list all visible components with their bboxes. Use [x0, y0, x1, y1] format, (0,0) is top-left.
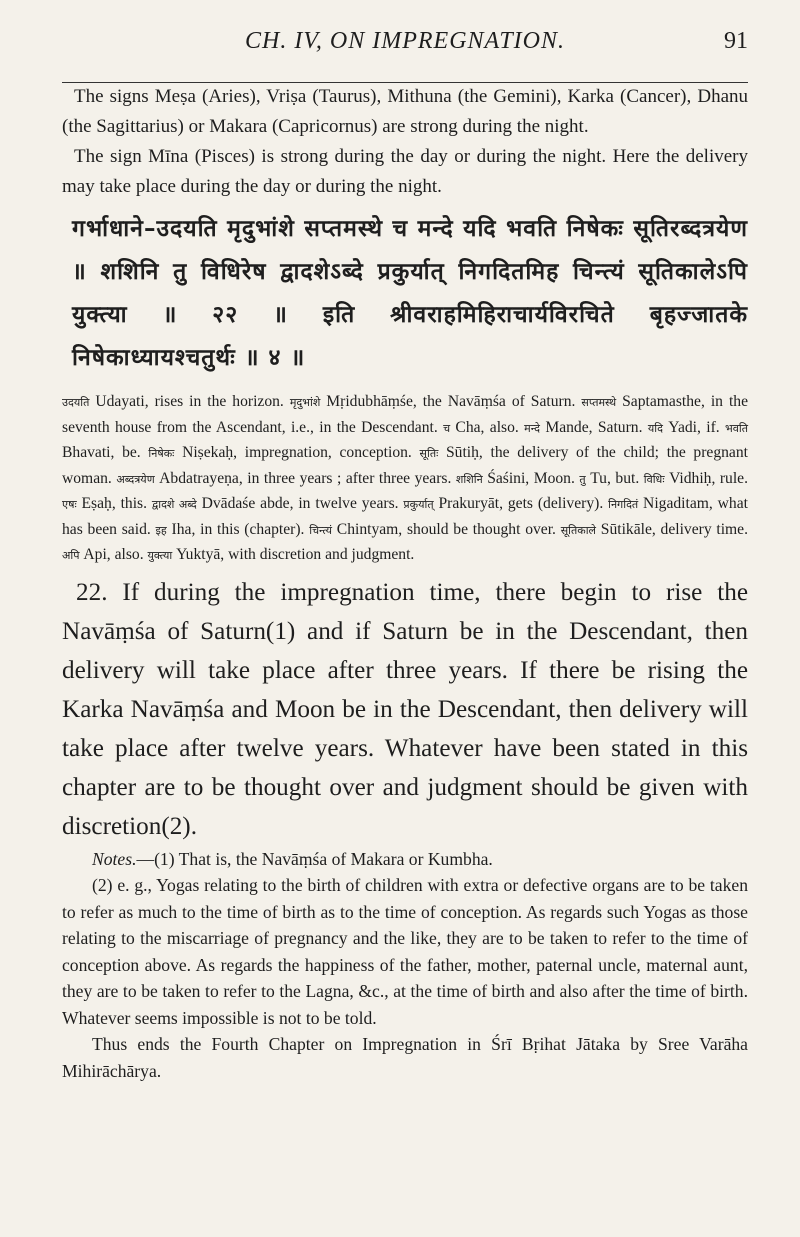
gloss-english: Saptamasthe, in the seventh house from the Ascendant, i.e., in the Descendant.: [62, 393, 748, 436]
note-1-text: —(1) That is, the Navāṃśa of Makara or Kumbha.: [136, 848, 493, 869]
gloss-sanskrit-word: इह: [155, 523, 167, 537]
gloss-english: Bhavati, be.: [62, 444, 149, 461]
gloss-english: Api, also.: [79, 546, 148, 563]
gloss-english: Tu, but.: [585, 469, 644, 487]
gloss-english: Vidhiḥ, rule.: [664, 469, 748, 487]
gloss-sanskrit-word: अपि: [62, 549, 80, 562]
gloss-english: Prakuryāt, gets (delivery).: [433, 495, 609, 512]
page-header: [62, 28, 748, 84]
running-title: CH. IV, ON IMPREGNATION.: [245, 28, 565, 54]
gloss-english: Eṣaḥ, this.: [76, 495, 152, 512]
paragraph-strong-signs-night: The signs Meṣa (Aries), Vriṣa (Taurus), Mithuna (the Gemini), Karka (Cancer), Dhanu (the Sagittarius) or Makara (Capricornus) are strong during the night.: [62, 86, 748, 137]
gloss-sanskrit-word: तु: [579, 472, 586, 486]
gloss-sanskrit-word: च: [443, 421, 451, 435]
gloss-sanskrit-word: मन्दे: [524, 421, 540, 435]
page-body: [62, 82, 748, 1084]
paragraph-pisces: The sign Mīna (Pisces) is strong during the day or during the night. Here the delivery may take place during the day or during the night.: [62, 146, 748, 197]
gloss-english: Mande, Saturn.: [540, 418, 648, 436]
note-1: [62, 846, 748, 873]
gloss-sanskrit-word: अब्दत्रयेण: [116, 472, 155, 486]
gloss-sanskrit-word: उदयति: [62, 396, 90, 409]
gloss-english: Yadi, if.: [662, 418, 726, 436]
gloss-english: Cha, also.: [450, 418, 525, 436]
gloss-sanskrit-word: निगदितं: [608, 498, 639, 511]
gloss-sanskrit-word: विधिः: [643, 472, 665, 486]
gloss-sanskrit-word: शशिनि: [455, 472, 483, 486]
gloss-sanskrit-word: चिन्त्यं: [309, 523, 333, 537]
gloss-sanskrit-word: सूतिः: [419, 447, 439, 460]
gloss-sanskrit-word: निषेकः: [148, 447, 175, 460]
gloss-sanskrit-word: यदि: [647, 421, 663, 435]
verse-translation: 22. If during the impregnation time, there begin to rise the Navāṃśa of Saturn(1) and if Saturn be in the Descendant, then delivery will take place after three years. If there be rising the Karka Navāṃśa and Moon be in the Descendant, then delivery will take place after twelve years. Whatever have been stated in this chapter are to be thought over and judgment should be given with discretion(2).: [62, 578, 748, 840]
gloss-english: Sūtiḥ, the delivery of the child; the pregnant woman.: [62, 444, 748, 487]
gloss-english: Yuktyā, with discretion and judgment.: [172, 546, 415, 563]
gloss-english: Iha, in this (chapter).: [166, 520, 310, 538]
gloss-english: Abdatrayeṇa, in three years ; after three years.: [154, 469, 456, 487]
notes-heading: Notes.: [92, 848, 137, 869]
gloss-sanskrit-word: द्वादशे अब्दे: [151, 498, 197, 511]
gloss-sanskrit-word: प्रकुर्यात्: [403, 498, 434, 511]
note-2: (2) e. g., Yogas relating to the birth of children with extra or defective organs are to be taken to refer as much to the time of birth as to the time of conception. As regards such Yogas as those relating to the miscarriage of pregnancy and the like, they are to be taken to refer to the time of conception above. As regards the happiness of the father, mother, paternal uncle, maternal aunt, they are to be taken to refer to the Lagna, &c., at the time of birth and also after the time of birth. Whatever seems impossible is not to be told.: [62, 875, 748, 1028]
gloss-sanskrit-word: सप्तमस्थे: [581, 396, 617, 409]
gloss-sanskrit-word: एषः: [62, 498, 77, 511]
gloss-english: Nigaditam, what has been said.: [62, 495, 748, 538]
gloss-english: Śaśini, Moon.: [482, 469, 580, 487]
gloss-english: Niṣekaḥ, impregnation, conception.: [174, 444, 420, 461]
gloss-sanskrit-word: मृदुभांशे: [289, 396, 321, 409]
gloss-sanskrit-word: युक्त्या: [147, 549, 173, 562]
gloss-english: Mṛidubhāṃśe, the Navāṃśa of Saturn.: [320, 393, 582, 410]
gloss-english: Dvādaśe abde, in twelve years.: [196, 495, 404, 512]
gloss-english: Sūtikāle, delivery time.: [596, 520, 749, 538]
gloss-english: Udayati, rises in the horizon.: [89, 393, 290, 410]
sanskrit-verse: गर्भाधाने–उदयति मृदुभांशे सप्तमस्थे च मन्दे यदि भवति निषेकः सूतिरब्दत्रयेण ॥ शशिनि तु विधिरेष द्वादशेऽब्दे प्रकुर्यात् निगदितमिह चिन्त्यं सूतिकालेऽपि युक्त्या ॥ २२ ॥ इति श्रीवराहमिहिराचार्यविरचिते बृहज्जातके निषेकाध्यायश्चतुर्थः ॥ ४ ॥: [72, 216, 748, 371]
word-gloss: [62, 390, 748, 569]
chapter-closing: Thus ends the Fourth Chapter on Impregnation in Śrī Bṛihat Jātaka by Sree Varāha Mihirāchārya.: [62, 1034, 748, 1081]
gloss-english: Chintyam, should be thought over.: [332, 520, 561, 538]
gloss-sanskrit-word: सूतिकाले: [560, 523, 597, 537]
gloss-sanskrit-word: भवति: [725, 421, 748, 435]
page-number: 91: [724, 28, 748, 54]
